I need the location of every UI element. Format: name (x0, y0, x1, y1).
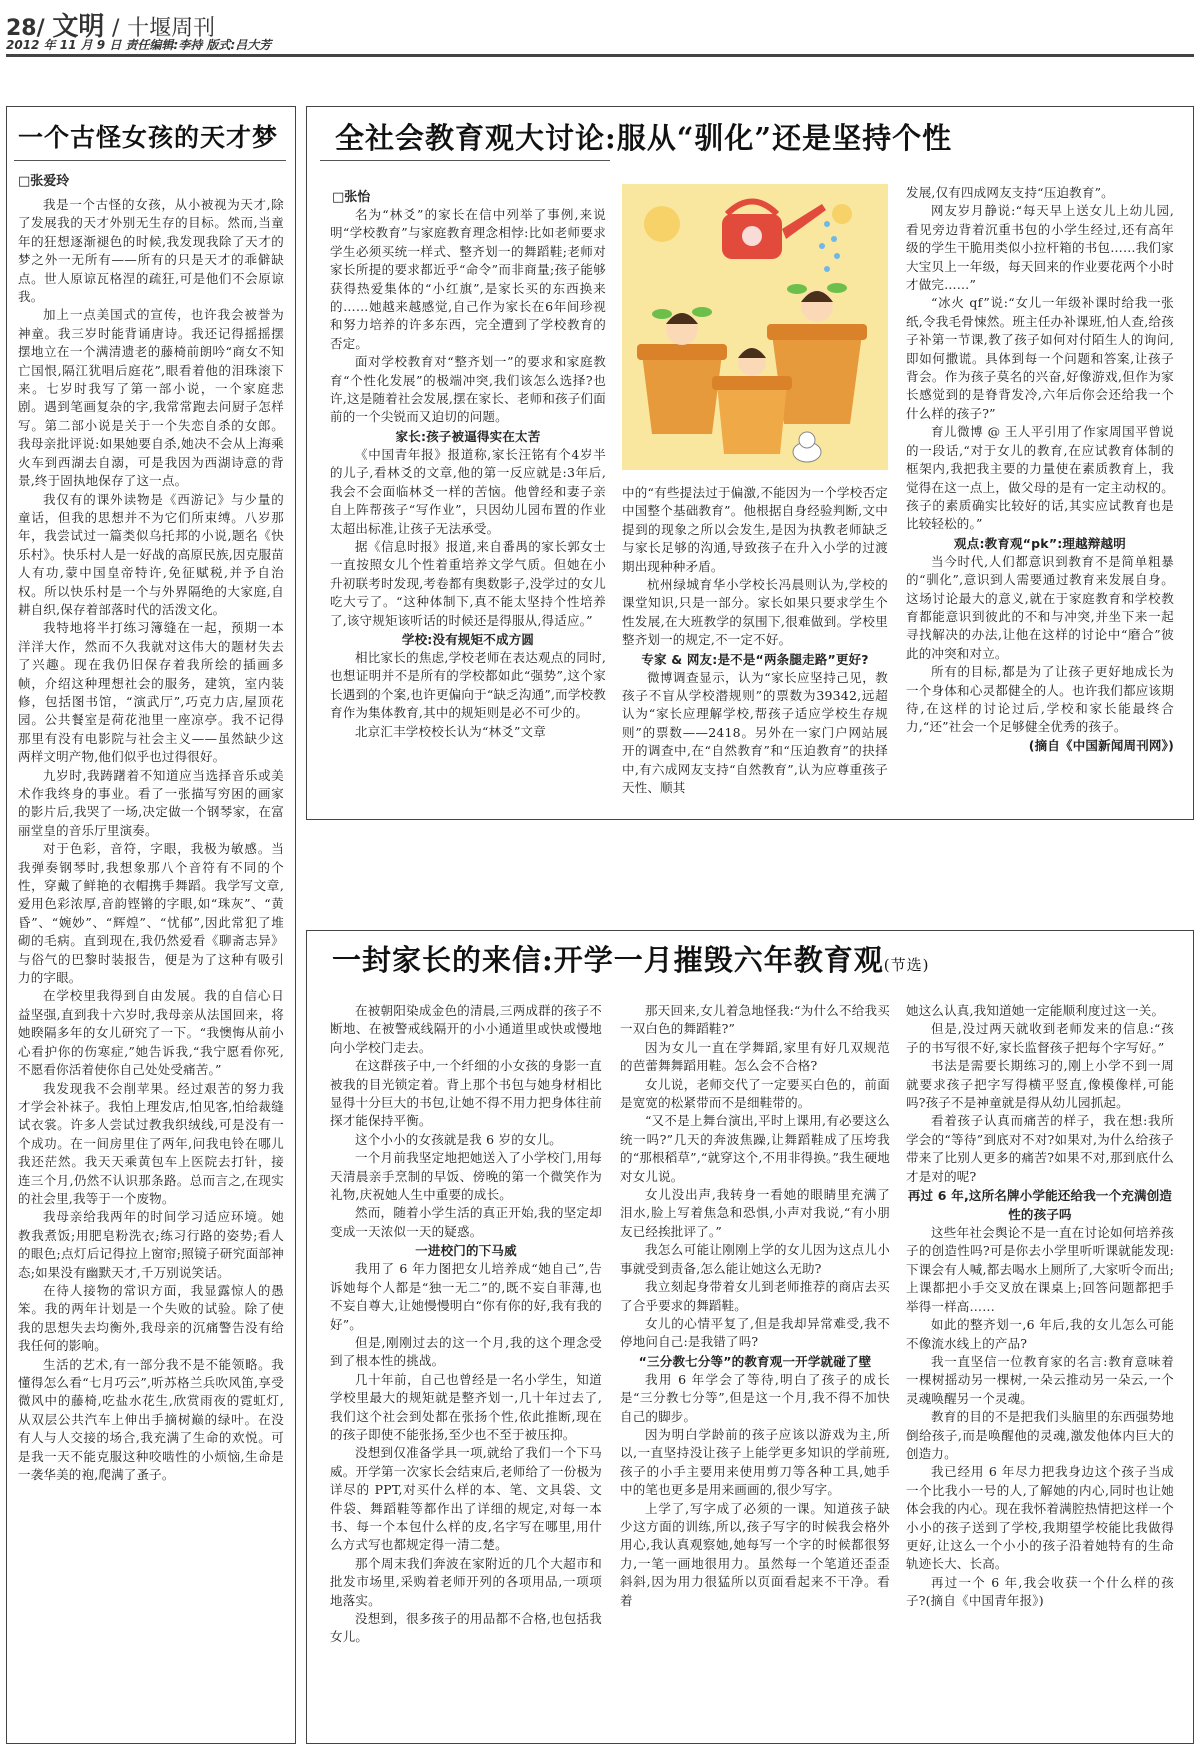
paragraph: 我一直坚信一位教育家的名言:教育意味着一棵树摇动另一棵树,一朵云推动另一朵云,一个灵魂唤醒另一个灵魂。 (906, 1353, 1174, 1406)
article-education-debate-author: □张怡 (332, 190, 371, 205)
children-watering-plants-illustration (622, 184, 888, 470)
article-parent-letter-title-main: 一封家长的来信:开学一月摧毁六年教育观 (332, 943, 884, 977)
article-education-debate-col2 (622, 484, 888, 810)
paragraph: 对于色彩，音符，字眼，我极为敏感。当我弹奏钢琴时,我想象那八个音符有不同的个性，穿戴了鲜艳的衣帽携手舞蹈。我学写文章,爱用色彩浓厚,音韵铿锵的字眼,如“珠灰”、“黄昏”、“婉妙”、“辉煌”、“忧郁”,因此常犯了堆砌的毛病。直到现在,我仍然爱看《聊斋志异》与俗气的巴黎时装报告，便是为了这种有吸引力的字眼。 (18, 841, 284, 986)
header-rule (6, 54, 1194, 57)
paragraph: 女儿说，老师交代了一定要买白色的，前面是宽宽的松紧带而不是细鞋带的。 (620, 1076, 890, 1111)
paragraph: 书法是需要长期练习的,刚上小学不到一周就要求孩子把字写得横平竖直,像模像样,可能吗?孩子不是神童就是得从幼儿园抓起。 (906, 1058, 1174, 1111)
paragraph: 然而，随着小学生活的真正开始,我的坚定却变成一天浓似一天的疑惑。 (330, 1205, 602, 1239)
article-parent-letter-title (332, 938, 929, 979)
article-education-debate-col1 (330, 206, 606, 810)
paragraph: 我已经用 6 年尽力把我身边这个孩子当成一个比我小一号的人,了解她的内心,同时也让她体会我的内心。现在我怀着满腔热情把这样一个小小的孩子送到了学校,我期望学校能比我做得更好,让这么一个小小的孩子沿着她特有的生命轨迹长大、长高。 (906, 1464, 1174, 1572)
paragraph: 据《信息时报》报道,来自番禺的家长郭女士一直按照女儿个性着重培养文学气质。但她在小升初联考时发现,考卷都有奥数影子,没学过的女儿吃大亏了。“这种体制下,真不能太坚持个性培养了,该守规矩该听话的时候还是得服从,得适应。” (330, 538, 606, 628)
paragraph: 在这群孩子中,一个纤细的小女孩的身影一直被我的目光锁定着。背上那个书包与她身材相比显得十分巨大的书包,让她不得不用力把身体往前探才能保持平衡。 (330, 1058, 602, 1129)
paragraph: 我是一个古怪的女孩，从小被视为天才,除了发展我的天才外别无生存的目标。然而,当童年的狂想逐渐褪色的时候,我发现我除了天才的梦之外一无所有——所有的只是天才的乖僻缺点。世人原谅瓦格涅的疏狂,可是他们不会原谅我。 (18, 197, 284, 305)
paragraph: 相比家长的焦虑,学校老师在表达观点的同时,也想证明并不是所有的学校都如此“强势”,这个家长遇到的个案,也许更偏向于“缺乏沟通”,而学校教育作为集体教育,其中的规矩则是必不可少的。 (330, 649, 606, 721)
paragraph: 女儿没出声,我转身一看她的眼睛里充满了泪水,脸上写着焦急和恐惧,小声对我说,“有小朋友已经挨批评了。” (620, 1187, 890, 1239)
page-number: 28/ (6, 16, 45, 41)
page-header (6, 4, 1194, 54)
paragraph: 如此的整齐划一,6 年后,我的女儿怎么可能不像流水线上的产品? (906, 1317, 1174, 1351)
article-parent-letter-col2 (620, 1002, 890, 1736)
paragraph: 这个小小的女孩就是我 6 岁的女儿。 (355, 1131, 563, 1147)
paragraph: 我用 6 年学会了等待,明白了孩子的成长是“三分教七分等”,但是这一个月,我不得不加快自己的脚步。 (620, 1371, 890, 1424)
paragraph: 《中国青年报》报道称,家长汪铭有个4岁半的儿子,看林爻的文章,他的第一反应就是:3年后,我会不会面临林爻一样的苦恼。他曾经和妻子亲自上阵帮孩子“写作业”，只因幼儿园布置的作业太超出标准,让孩子无法承受。 (330, 446, 606, 536)
paragraph: 几十年前，自己也曾经是一名小学生，知道学校里最大的规矩就是整齐划一,几十年过去了,我们这个社会到处都在张扬个性,依此推断,现在的孩子即使不能张扬,至少也不至于被压抑。 (330, 1371, 602, 1442)
paragraph: 所有的目标,都是为了让孩子更好地成长为一个身体和心灵都健全的人。也许我们都应该期待,在这样的讨论过后,学校和家长能最终合力,“还”社会一个足够健全优秀的孩子。 (906, 664, 1174, 735)
paragraph: 面对学校教育对“整齐划一”的要求和家庭教育“个性化发展”的极端冲突,我们该怎么选择?也许,这是随着社会发展,摆在家长、老师和孩子们面前的一个尖锐而又迫切的问题。 (330, 354, 606, 425)
paragraph: 我母亲给我两年的时间学习适应环境。她教我煮饭;用肥皂粉洗衣;练习行路的姿势;看人的眼色;点灯后记得拉上窗帘;照镜子研究面部神态;如果没有幽默天才,千万别说笑话。 (18, 1209, 284, 1280)
paragraph: 看着孩子认真而痛苦的样子，我在想:我所学会的“等待”到底对不对?如果对,为什么给孩子带来了比别人更多的痛苦?如果不对,那到底什么才是对的呢? (906, 1113, 1174, 1184)
subheading: 再过 6 年,这所名牌小学能还给我一个充满创造性的孩子吗 (907, 1188, 1173, 1223)
paragraph: 再过一个 6 年,我会收获一个什么样的孩子?(摘自《中国青年报》) (906, 1574, 1174, 1609)
paragraph: 一个月前我坚定地把她送入了小学校门,用每天清晨亲手烹制的早饭、傍晚的第一个微笑作为礼物,庆祝她人生中重要的成长。 (330, 1150, 602, 1203)
paragraph: 生活的艺术,有一部分我不是不能领略。我懂得怎么看“七月巧云”,听苏格兰兵吹风笛,享受微风中的藤椅,吃盐水花生,欣赏雨夜的霓虹灯,从双层公共汽车上伸出手摘树巅的绿叶。在没有人与人交接的场合,我充满了生命的欢悦。可是我一天不能克服这种咬啮性的小烦恼,生命是一袭华美的袍,爬满了蚤子。 (18, 1356, 284, 1483)
date-line: 2012 年 11 月 9 日 责任编辑:李持 版式:吕大芳 (6, 38, 272, 52)
masthead-separator: / (112, 16, 120, 41)
article-education-debate-title: 全社会教育观大讨论:服从“驯化”还是坚持个性 (335, 121, 953, 155)
subheading: 家长:孩子被逼得实在太苦 (395, 428, 541, 444)
article-genius-dream-body (18, 196, 284, 1736)
paper-name: 十堰周刊 (127, 16, 216, 41)
article-education-debate-col3 (906, 184, 1174, 810)
title-underline (320, 160, 610, 161)
article-genius-dream-author: □张爱玲 (18, 174, 70, 189)
subheading: “三分教七分等”的教育观一开学就碰了壁 (638, 1353, 872, 1369)
source-credit: (摘自《中国新闻周刊网》) (1028, 737, 1174, 753)
section-name: 文明 (52, 12, 105, 42)
paragraph: 加上一点美国式的宣传，也许我会被誉为神童。我三岁时能背诵唐诗。我还记得摇摇摆摆地立在一个满清遗老的藤椅前朗吟“商女不知亡国恨,隔江犹唱后庭花”,眼看着他的泪珠滚下来。七岁时我写了第一部小说，一个家庭悲剧。遇到笔画复杂的字,我常常跑去问厨子怎样写。第二部小说是关于一个失恋自杀的女郎。我母亲批评说:如果她要自杀,她决不会从上海乘火车到西湖去自溺，可是我因为西湖诗意的背景,终于固执地保存了这一点。 (18, 307, 284, 489)
paragraph: 上学了,写字成了必须的一课。知道孩子缺少这方面的训练,所以,孩子写字的时候我会格外用心,我认真观察她,她每写一个字的时候都很努力,一笔一画地很用力。虽然每一个笔道还歪歪斜斜,因为用力很猛所以页面看起来不干净。看着 (620, 1500, 890, 1608)
paragraph: 没想到，很多孩子的用品都不合格,也包括我女儿。 (330, 1611, 602, 1645)
paragraph: 杭州绿城育华小学校长冯晨则认为,学校的课堂知识,只是一部分。家长如果只要求学生个性发展,在大班教学的氛围下,很难做到。学校里整齐划一的规定,不一定不好。 (622, 577, 888, 648)
article-parent-letter-col3 (906, 1002, 1174, 1736)
subheading: 专家 & 网友:是不是“两条腿走路”更好? (641, 651, 869, 667)
paragraph: 我立刻起身带着女儿到老师推荐的商店去买了合乎要求的舞蹈鞋。 (620, 1279, 890, 1313)
subheading: 一进校门的下马威 (415, 1243, 517, 1259)
paragraph: 但是,没过两天就收到老师发来的信息:“孩子的书写很不好,家长监督孩子把每个字写好。” (906, 1021, 1174, 1055)
paragraph: 在被朝阳染成金色的清晨,三两成群的孩子不断地、在被警戒线隔开的小小通道里或快或慢地向小学校门走去。 (330, 1003, 602, 1055)
paragraph: 名为“林爻”的家长在信中列举了事例,来说明“学校教育”与家庭教育理念相悖:比如老师要求学生必须买统一样式、整齐划一的舞蹈鞋;老师对家长所提的要求都近乎“命令”而非商量;孩子能够获得热爱集体的“小红旗”,是家长买的东西换来的……她越来越感觉,自己作为家长在6年间珍视和努力培养的许多东西，完全遭到了学校教育的否定。 (330, 207, 606, 351)
paragraph: “又不是上舞台演出,平时上课用,有必要这么统一吗?”几天的奔波焦躁,让舞蹈鞋成了压垮我的“那根稻草”,“就穿这个,不用非得换。”我生硬地对女儿说。 (620, 1113, 890, 1184)
illustration-svg (622, 184, 888, 470)
paragraph: 因为明白学龄前的孩子应该以游戏为主,所以,一直坚持没让孩子上能学更多知识的学前班,孩子的小手主要用来使用剪刀等各种工具,她手中的笔也更多是用来画画的,很少写字。 (620, 1426, 890, 1498)
paragraph: 九岁时,我踌躇着不知道应当选择音乐或美术作我终身的事业。看了一张描写穷困的画家的影片后,我哭了一场,决定做一个钢琴家，在富丽堂皇的音乐厅里演奏。 (18, 767, 284, 838)
paragraph: 中的“有些提法过于偏激,不能因为一个学校否定中国整个基础教育”。他根据自身经验判断,文中提到的现象之所以会发生,是因为执教老师缺乏与家长足够的沟通,导致孩子在升入小学的过渡期出现种种矛盾。 (622, 485, 888, 574)
paragraph: 但是,刚刚过去的这一个月,我的这个理念受到了根本性的挑战。 (330, 1334, 602, 1369)
article-genius-dream-title: 一个古怪女孩的天才梦 (18, 123, 279, 152)
paragraph: 在待人接物的常识方面，我显露惊人的愚笨。我的两年计划是一个失败的试验。除了使我的思想失去均衡外,我母亲的沉痛警告没有给我任何的影响。 (18, 1282, 284, 1354)
title-underline (14, 160, 286, 161)
paragraph: “冰火 qf”说:“女儿一年级补课时给我一张纸,令我毛骨悚然。班主任办补课班,怕人查,给孩子补第一节课,教了孩子如何对付陌生人的询问,即如何撒谎。具体到每一个问题和答案,让孩子背会。作为孩子莫名的兴奋,好像游戏,但作为家长感觉到的是脊背发冷,六年后你会还给我一个什么样的孩子?” (906, 295, 1174, 421)
paragraph: 她这么认真,我知道她一定能顺利度过这一关。 (906, 1003, 1165, 1018)
subheading: 学校:没有规矩不成方圆 (401, 631, 535, 647)
paragraph: 我用了 6 年力图把女儿培养成“她自己”,告诉她每个人都是“独一无二”的,既不妄自菲薄,也不妄自尊大,让她慢慢明白“你有你的好,我有我的好”。 (330, 1261, 602, 1332)
paragraph: 网友岁月静说:“每天早上送女儿上幼儿园,看见旁边背着沉重书包的小学生经过,还有高年级的学生干脆用类似小拉杆箱的书包……我们家大宝贝上一年级，每天回来的作业要花两个小时才做完……” (906, 203, 1174, 293)
paragraph: 教育的目的不是把我们头脑里的东西强势地倒给孩子,而是唤醒他的灵魂,激发他体内巨大的创造力。 (906, 1409, 1174, 1461)
paragraph: 因为女儿一直在学舞蹈,家里有好几双规范的芭蕾舞舞蹈用鞋。怎么会不合格? (620, 1039, 890, 1074)
paragraph: 那天回来,女儿着急地怪我:“为什么不给我买一双白色的舞蹈鞋?” (620, 1003, 890, 1037)
paragraph: 育儿微博 @ 王人平引用了作家周国平曾说的一段话,“对于女儿的教育,在应试教育体制的框架内,我把我主要的力量使在素质教育上，我觉得在这一点上，做父母的是有一定主动权的。孩子的素质确实比较好的话,其实应试教育也是比较轻松的。” (906, 424, 1174, 532)
subheading: 观点:教育观“pk”:理越辩越明 (954, 535, 1126, 551)
paragraph: 在学校里我得到自由发展。我的自信心日益坚强,直到我十六岁时,我母亲从法国回来，将她睽隔多年的女儿研究了一下。“我懊悔从前小心看护你的伤寒症,”她告诉我,“我宁愿看你死,不愿看你活着使你自己处处受痛苦。” (18, 988, 284, 1078)
article-parent-letter-title-note: (节选) (883, 956, 930, 974)
paragraph: 那个周末我们奔波在家附近的几个大超市和批发市场里,采购着老师开列的各项用品,一项项地落实。 (330, 1555, 602, 1608)
paragraph: 女儿的心情平复了,但是我却异常难受,我不停地问自己:是我错了吗? (620, 1315, 890, 1350)
paragraph: 北京汇丰学校校长认为“林爻”文章 (355, 723, 546, 739)
paragraph: 我仅有的课外读物是《西游记》与少量的童话，但我的思想并不为它们所束缚。八岁那年，我尝试过一篇类似乌托邦的小说,题名《快乐村》。快乐村人是一好战的高原民族,因克服苗人有功,蒙中国皇帝特许,免征赋税,并予自治权。所以快乐村是一个与外界隔绝的大家庭,自耕自织,保存着部落时代的活泼文化。 (18, 491, 284, 617)
paragraph: 我怎么可能让刚刚上学的女儿因为这点儿小事就受到责备,怎么能让她这么无助? (620, 1242, 890, 1276)
paragraph: 微博调查显示，认为“家长应坚持己见，教孩子不盲从学校潜规则”的票数为39342,远超认为“家长应理解学校,帮孩子适应学校生存规则”的票数——2418。另外在一家门户网站展开的调查中,在“自然教育”和“压迫教育”的抉择中,有六成网友支持“自然教育”,认为应尊重孩子天性、顺其 (622, 669, 888, 796)
paragraph: 我特地将半打练习簿缝在一起，预期一本洋洋大作，然而不久我就对这伟大的题材失去了兴趣。现在我仍旧保存着我所绘的插画多帧，介绍这种理想社会的服务，建筑，室内装修，包括图书馆，“演武厅”,巧克力店,屋顶花园。公共餐室是荷花池里一座凉亭。我不记得那里有没有电影院与社会主义——虽然缺少这两样文明产物,他们似乎也过得很好。 (18, 620, 284, 765)
paragraph: 发展,仅有四成网友支持“压迫教育”。 (906, 185, 1114, 200)
article-parent-letter-col1 (330, 1002, 602, 1736)
paragraph: 当今时代,人们都意识到教育不是简单粗暴的“驯化”,意识到人需要通过教育来发展自身。这场讨论最大的意义,就在于家庭教育和学校教育都能意识到彼此的不和与冲突,并坐下来一起寻找解决的办法,让他在这样的讨论中“磨合”彼此的冲突和对立。 (906, 553, 1174, 661)
paragraph: 我发现我不会削苹果。经过艰苦的努力我才学会补袜子。我怕上理发店,怕见客,怕给裁缝试衣裳。许多人尝试过教我织绒线,可是没有一个成功。在一间房里住了两年,问我电铃在哪儿我还茫然。我天天乘黄包车上医院去打针，接连三个月,仍然不认识那条路。总而言之,在现实的社会里,我等于一个废物。 (18, 1080, 284, 1206)
paragraph: 这些年社会舆论不是一直在讨论如何培养孩子的创造性吗?可是你去小学里听听课就能发现:下课会有人喊,都去喝水上厕所了,大家听令而出;上课都把小手交叉放在课桌上;回答问题都把手举得一样高…… (906, 1225, 1174, 1314)
paragraph: 没想到仅准备学具一项,就给了我们一个下马威。开学第一次家长会结束后,老师给了一份极为详尽的 PPT,对买什么样的本、笔、文具袋、文件袋、舞蹈鞋等都作出了详细的规定,对每一本书、每一个本包什么样的皮,名字写在哪里,用什么方式写也都规定得一清二楚。 (330, 1445, 602, 1553)
